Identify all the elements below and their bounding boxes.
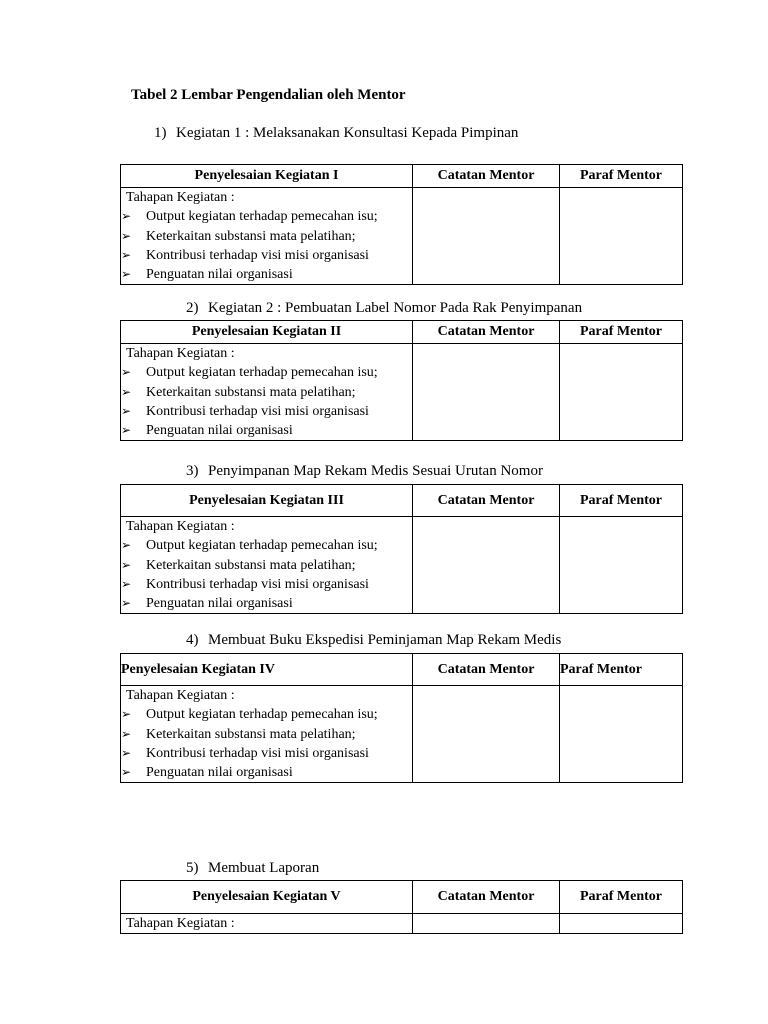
col-paraf-mentor: Paraf Mentor: [560, 165, 683, 188]
list-item-text: Keterkaitan substansi mata pelatihan;: [146, 726, 356, 742]
arrow-bullet-icon: ➢: [121, 384, 132, 399]
list-item: [121, 265, 412, 284]
stage-label: Tahapan Kegiatan :: [126, 346, 235, 361]
section-title: Membuat Buku Ekspedisi Peminjaman Map Rekam Medis: [208, 632, 562, 648]
col-catatan-mentor: Catatan Mentor: [413, 321, 560, 344]
page-title: Tabel 2 Lembar Pengendalian oleh Mentor: [131, 87, 406, 103]
catatan-mentor-cell: [413, 517, 560, 614]
arrow-bullet-icon: ➢: [121, 247, 132, 262]
mentor-table-4: [120, 653, 683, 783]
list-item: [121, 594, 412, 613]
col-paraf-mentor: Paraf Mentor: [560, 654, 683, 686]
section-title: Kegiatan 1 : Melaksanakan Konsultasi Kepada Pimpinan: [176, 125, 519, 141]
arrow-bullet-icon: ➢: [121, 596, 132, 611]
list-item-text: Kontribusi terhadap visi misi organisasi: [146, 403, 369, 419]
stages-cell: [121, 188, 413, 285]
section-heading-4: [186, 632, 561, 649]
col-penyelesaian: Penyelesaian Kegiatan IV: [121, 654, 413, 686]
col-catatan-mentor: Catatan Mentor: [413, 881, 560, 914]
list-item-text: Kontribusi terhadap visi misi organisasi: [146, 247, 369, 263]
list-item: [121, 744, 412, 763]
list-item-text: Output kegiatan terhadap pemecahan isu;: [146, 365, 378, 381]
section-heading-2: [186, 300, 582, 317]
mentor-table-3: [120, 484, 683, 614]
col-penyelesaian: Penyelesaian Kegiatan II: [121, 321, 413, 344]
paraf-mentor-cell: [560, 686, 683, 783]
arrow-bullet-icon: ➢: [121, 423, 132, 438]
section-number: 2): [186, 300, 199, 316]
list-item: [121, 363, 412, 382]
section-title: Penyimpanan Map Rekam Medis Sesuai Urutan Nomor: [208, 463, 543, 479]
col-paraf-mentor: Paraf Mentor: [560, 321, 683, 344]
table-header-row: [121, 485, 683, 517]
table-header-row: [121, 881, 683, 914]
list-item-text: Keterkaitan substansi mata pelatihan;: [146, 557, 356, 573]
mentor-table-1: [120, 164, 683, 285]
list-item-text: Keterkaitan substansi mata pelatihan;: [146, 228, 356, 244]
list-item: [121, 227, 412, 246]
stages-cell: [121, 517, 413, 614]
arrow-bullet-icon: ➢: [121, 228, 132, 243]
col-paraf-mentor: Paraf Mentor: [560, 881, 683, 914]
arrow-bullet-icon: ➢: [121, 403, 132, 418]
col-penyelesaian: Penyelesaian Kegiatan I: [121, 165, 413, 188]
list-item: [121, 402, 412, 421]
table-row: [121, 914, 683, 934]
arrow-bullet-icon: ➢: [121, 765, 132, 780]
list-item: [121, 207, 412, 226]
table-header-row: [121, 321, 683, 344]
section-number: 3): [186, 463, 199, 479]
catatan-mentor-cell: [413, 188, 560, 285]
col-paraf-mentor: Paraf Mentor: [560, 485, 683, 517]
table-row: [121, 517, 683, 614]
list-item: [121, 421, 412, 440]
section-heading-1: [154, 125, 518, 142]
section-title: Kegiatan 2 : Pembuatan Label Nomor Pada Rak Penyimpanan: [208, 300, 583, 316]
list-item-text: Kontribusi terhadap visi misi organisasi: [146, 745, 369, 761]
arrow-bullet-icon: ➢: [121, 209, 132, 224]
list-item: [121, 383, 412, 402]
stage-label: Tahapan Kegiatan :: [126, 519, 235, 534]
col-penyelesaian: Penyelesaian Kegiatan V: [121, 881, 413, 914]
section-heading-3: [186, 463, 543, 480]
col-catatan-mentor: Catatan Mentor: [413, 485, 560, 517]
list-item-text: Keterkaitan substansi mata pelatihan;: [146, 384, 356, 400]
col-catatan-mentor: Catatan Mentor: [413, 654, 560, 686]
section-heading-5: [186, 860, 319, 877]
list-item: [121, 556, 412, 575]
mentor-table-5: [120, 880, 683, 934]
section-title: Membuat Laporan: [208, 860, 320, 876]
arrow-bullet-icon: ➢: [121, 267, 132, 282]
stages-cell: [121, 914, 413, 934]
table-header-row: [121, 654, 683, 686]
stage-label: Tahapan Kegiatan :: [126, 190, 235, 205]
paraf-mentor-cell: [560, 344, 683, 441]
list-item: [121, 725, 412, 744]
catatan-mentor-cell: [413, 686, 560, 783]
arrow-bullet-icon: ➢: [121, 726, 132, 741]
stages-cell: [121, 686, 413, 783]
col-penyelesaian: Penyelesaian Kegiatan III: [121, 485, 413, 517]
table-row: [121, 188, 683, 285]
section-number: 4): [186, 632, 199, 648]
list-item-text: Penguatan nilai organisasi: [146, 423, 293, 439]
table-row: [121, 686, 683, 783]
paraf-mentor-cell: [560, 188, 683, 285]
section-number: 5): [186, 860, 199, 876]
catatan-mentor-cell: [413, 914, 560, 934]
arrow-bullet-icon: ➢: [121, 707, 132, 722]
arrow-bullet-icon: ➢: [121, 576, 132, 591]
list-item: [121, 763, 412, 782]
paraf-mentor-cell: [560, 914, 683, 934]
list-item-text: Output kegiatan terhadap pemecahan isu;: [146, 707, 378, 723]
list-item: [121, 575, 412, 594]
arrow-bullet-icon: ➢: [121, 745, 132, 760]
list-item: [121, 246, 412, 265]
arrow-bullet-icon: ➢: [121, 365, 132, 380]
arrow-bullet-icon: ➢: [121, 557, 132, 572]
catatan-mentor-cell: [413, 344, 560, 441]
list-item: [121, 705, 412, 724]
arrow-bullet-icon: ➢: [121, 538, 132, 553]
stages-cell: [121, 344, 413, 441]
list-item-text: Penguatan nilai organisasi: [146, 765, 293, 781]
list-item-text: Kontribusi terhadap visi misi organisasi: [146, 576, 369, 592]
list-item: [121, 536, 412, 555]
section-number: 1): [154, 125, 167, 141]
list-item-text: Output kegiatan terhadap pemecahan isu;: [146, 538, 378, 554]
paraf-mentor-cell: [560, 517, 683, 614]
list-item-text: Penguatan nilai organisasi: [146, 267, 293, 283]
stage-label: Tahapan Kegiatan :: [126, 916, 235, 931]
mentor-table-2: [120, 320, 683, 441]
table-row: [121, 344, 683, 441]
col-catatan-mentor: Catatan Mentor: [413, 165, 560, 188]
list-item-text: Output kegiatan terhadap pemecahan isu;: [146, 209, 378, 225]
stage-label: Tahapan Kegiatan :: [126, 688, 235, 703]
table-header-row: [121, 165, 683, 188]
list-item-text: Penguatan nilai organisasi: [146, 596, 293, 612]
